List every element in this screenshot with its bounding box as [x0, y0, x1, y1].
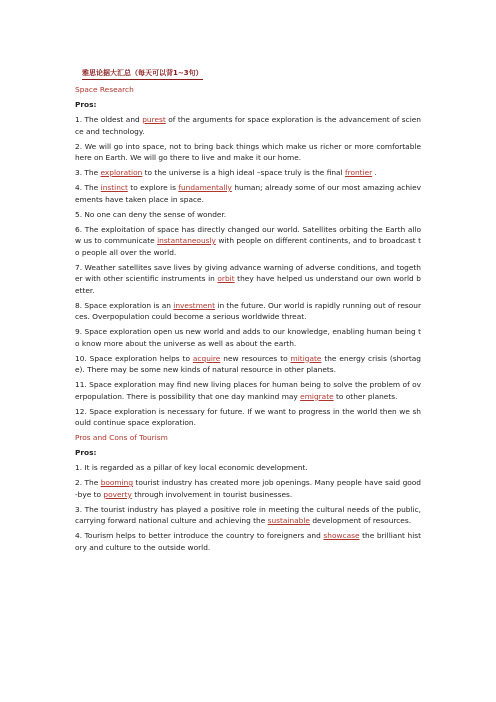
item-text: . [372, 168, 377, 177]
pros-label: Pros: [75, 100, 97, 109]
keyword-link[interactable]: orbit [217, 274, 235, 283]
item-text: to other planets. [333, 391, 398, 401]
pros-label: Pros: [75, 448, 97, 457]
list-item [75, 182, 421, 205]
list-item [75, 353, 421, 376]
list-item [75, 406, 421, 429]
keyword-link[interactable]: purest [142, 115, 166, 124]
item-text: the brilliant history and culture to the outside world. [75, 531, 422, 552]
item-text: 11. Space exploration may find new living places for human being to solve the problem of overpopulation. There is possibility that one day mankind may [75, 380, 421, 401]
keyword-link[interactable]: booming [100, 478, 134, 487]
keyword-link[interactable]: instinct [100, 183, 128, 192]
item-text: 8. Space exploration is an [75, 300, 174, 310]
keyword-link[interactable]: sustainable [267, 516, 310, 525]
keyword-link[interactable]: exploration [100, 168, 143, 177]
keyword-link[interactable]: acquire [192, 353, 221, 363]
header-title: 雅思论据大汇总（每天可以背1~3句） [82, 68, 203, 80]
section-title: Space Research [75, 85, 134, 94]
item-text: with people on different continents, and to broadcast to people all over the world. [75, 236, 422, 257]
list-item [75, 209, 421, 221]
list-item [75, 530, 421, 553]
item-text: 3. The [75, 168, 101, 177]
keyword-link[interactable]: instantaneously [157, 236, 216, 245]
item-text: 12. Space exploration is necessary for future. If we want to progress in the world then we should continue space exploration. [75, 406, 421, 427]
item-text: 1. The oldest and [75, 115, 143, 124]
item-text: 2. The [75, 478, 101, 487]
item-text: to the universe is a high ideal –space truly is the final [142, 168, 345, 177]
keyword-link[interactable]: fundamentally [178, 183, 232, 192]
list-item [75, 462, 421, 474]
item-text: human; already some of our most amazing achievements have taken place in space. [75, 183, 422, 204]
section-title: Pros and Cons of Tourism [75, 433, 168, 442]
keyword-link[interactable]: emigrate [300, 391, 334, 401]
item-text: new resources to [220, 353, 291, 363]
list-item [75, 326, 421, 349]
keyword-link[interactable]: poverty [103, 489, 132, 499]
list-item [75, 224, 421, 259]
keyword-link[interactable]: frontier [344, 168, 373, 177]
item-text: 10. Space exploration helps to [75, 353, 193, 363]
item-text: 4. The [75, 183, 101, 192]
item-text: in the future. Our world is rapidly running out of resources. Overpopulation could become a serious worldwide threat. [75, 300, 421, 321]
item-text: 9. Space exploration open us new world and adds to our knowledge, enabling human being to know more about the universe as well as about the earth. [75, 327, 421, 348]
list-item [75, 167, 421, 179]
item-text: 6. The exploitation of space has directly changed our world. Satellites orbiting the Earth allow us to communicate [75, 224, 421, 245]
list-item [75, 477, 421, 500]
keyword-link[interactable]: mitigate [290, 353, 322, 363]
item-text: 2. We will go into space, not to bring back things which make us richer or more comfortable here on Earth. We will go there to live and make it our home. [75, 141, 421, 162]
item-text: 7. Weather satellites save lives by giving advance warning of adverse conditions, and together with other scientific instruments in [75, 262, 421, 283]
item-text: of the arguments for space exploration is the advancement of science and technology. [75, 115, 421, 136]
item-text: tourist industry has created more job openings. Many people have said good-bye to [75, 478, 421, 499]
item-text: to explore is [127, 183, 179, 192]
list-item [75, 262, 421, 297]
keyword-link[interactable]: showcase [323, 531, 360, 540]
list-item [75, 141, 421, 164]
list-item [75, 504, 421, 527]
item-text: 3. The tourist industry has played a positive role in meeting the cultural needs of the public, carrying forward national culture and achieving the [75, 504, 421, 525]
document-body [75, 84, 421, 557]
list-item [75, 300, 421, 323]
item-text: the energy crisis (shortage). There may be some new kinds of natural resource in other planets. [75, 353, 421, 374]
item-text: 5. No one can deny the sense of wonder. [75, 209, 227, 219]
item-text: 4. Tourism helps to better introduce the country to foreigners and [75, 531, 324, 540]
item-text: they have helped us understand our own world better. [75, 274, 421, 295]
list-item [75, 114, 421, 137]
list-item [75, 379, 421, 402]
keyword-link[interactable]: investment [173, 300, 216, 310]
item-text: 1. It is regarded as a pillar of key local economic development. [75, 463, 308, 472]
item-text: through involvement in tourist businesses. [131, 489, 293, 499]
item-text: development of resources. [309, 516, 412, 525]
